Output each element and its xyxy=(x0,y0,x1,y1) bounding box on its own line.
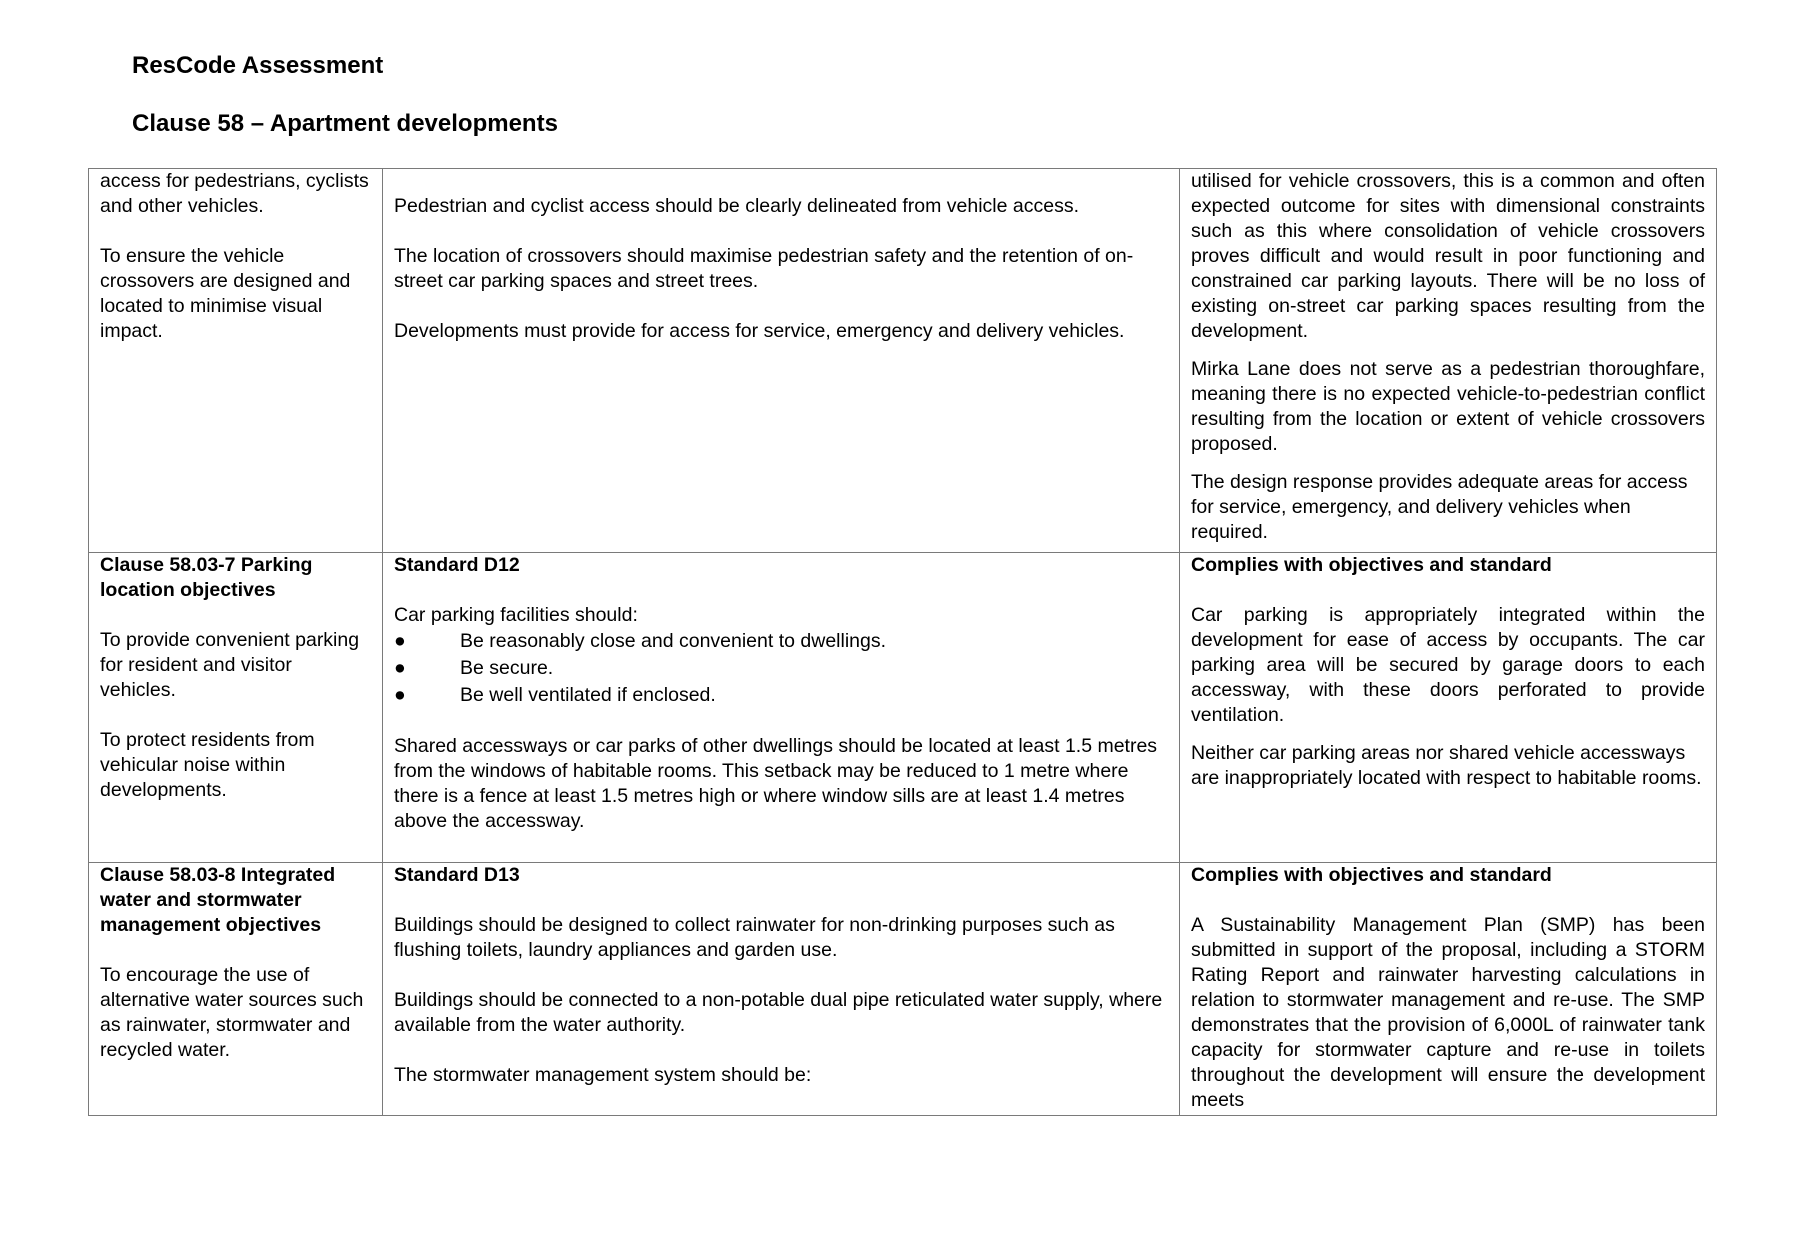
standard-cell xyxy=(383,553,1180,863)
bullet-icon: ● xyxy=(394,684,406,706)
bullet-list xyxy=(394,628,1168,709)
standard-text: Shared accessways or car parks of other dwellings should be located at least 1.5 metres from the windows of habitable rooms. This setback may be reduced to 1 metre where there is a fence at least 1.5 metres high or where window sills are at least 1.4 metres above the accessway. xyxy=(394,735,1158,832)
objective-cell xyxy=(89,169,383,553)
objective-text: To provide convenient parking for resident and visitor vehicles. xyxy=(100,629,360,701)
bullet-icon: ● xyxy=(394,630,406,652)
response-cell xyxy=(1180,169,1717,553)
response-text: The design response provides adequate areas for access for service, emergency, and delivery vehicles when required. xyxy=(1191,471,1688,543)
standard-text: Buildings should be connected to a non-potable dual pipe reticulated water supply, where available from the water authority. xyxy=(394,989,1163,1036)
response-cell xyxy=(1180,553,1717,863)
assessment-table xyxy=(88,168,1717,1116)
clause-heading: Clause 58.03-7 Parking location objectives xyxy=(100,554,313,601)
standard-heading: Standard D12 xyxy=(394,554,520,576)
response-text: A Sustainability Management Plan (SMP) has been submitted in support of the proposal, including a STORM Rating Report and rainwater harvesting calculations in relation to stormwater management and re-use. The SMP demonstrates that the provision of 6,000L of rainwater tank capacity for stormwater capture and re-use in toilets throughout the development will ensure the development meets xyxy=(1191,914,1705,1111)
response-text: Car parking is appropriately integrated within the development for ease of access by occupants. The car parking area will be secured by garage doors to each accessway, with these doors perforated to provide ventilation. xyxy=(1191,604,1705,726)
objective-text: To protect residents from vehicular noise within developments. xyxy=(100,729,315,801)
objective-text: access for pedestrians, cyclists and other vehicles. xyxy=(100,170,369,217)
bullet-text: Be reasonably close and convenient to dwellings. xyxy=(460,630,887,652)
page-title: ResCode Assessment xyxy=(132,52,384,79)
standard-intro: Car parking facilities should: xyxy=(394,604,638,626)
bullet-text: Be secure. xyxy=(460,657,554,679)
standard-heading: Standard D13 xyxy=(394,864,520,886)
assessment-heading: Complies with objectives and standard xyxy=(1191,554,1552,576)
bullet-item xyxy=(394,628,1168,655)
bullet-text: Be well ventilated if enclosed. xyxy=(460,684,716,706)
response-text: utilised for vehicle crossovers, this is a common and often expected outcome for sites with dimensional constraints such as this where consolidation of vehicle crossovers proves difficult and would result in poor functioning and constrained car parking layouts. There will be no loss of existing on-street car parking spaces resulting from the development. xyxy=(1191,170,1705,342)
standard-text: Developments must provide for access for service, emergency and delivery vehicles. xyxy=(394,320,1125,342)
objective-text: To encourage the use of alternative water sources such as rainwater, stormwater and recycled water. xyxy=(100,964,364,1061)
assessment-heading: Complies with objectives and standard xyxy=(1191,864,1552,886)
clause-heading: Clause 58.03-8 Integrated water and stormwater management objectives xyxy=(100,864,336,936)
page-subtitle: Clause 58 – Apartment developments xyxy=(132,110,558,137)
table-row xyxy=(89,169,1717,553)
response-cell xyxy=(1180,863,1717,1116)
standard-text: Pedestrian and cyclist access should be clearly delineated from vehicle access. xyxy=(394,195,1080,217)
table-row xyxy=(89,863,1717,1116)
bullet-item xyxy=(394,682,1168,709)
standard-text: The stormwater management system should be: xyxy=(394,1064,812,1086)
bullet-icon: ● xyxy=(394,657,406,679)
standard-cell xyxy=(383,169,1180,553)
objective-text: To ensure the vehicle crossovers are designed and located to minimise visual impact. xyxy=(100,245,351,342)
objective-cell xyxy=(89,553,383,863)
response-text: Neither car parking areas nor shared vehicle accessways are inappropriately located with respect to habitable rooms. xyxy=(1191,742,1702,789)
bullet-item xyxy=(394,655,1168,682)
table-row xyxy=(89,553,1717,863)
standard-text: Buildings should be designed to collect rainwater for non-drinking purposes such as flushing toilets, laundry appliances and garden use. xyxy=(394,914,1115,961)
objective-cell xyxy=(89,863,383,1116)
response-text: Mirka Lane does not serve as a pedestrian thoroughfare, meaning there is no expected vehicle-to-pedestrian conflict resulting from the location or extent of vehicle crossovers proposed. xyxy=(1191,358,1705,455)
standard-cell xyxy=(383,863,1180,1116)
standard-text: The location of crossovers should maximise pedestrian safety and the retention of on-street car parking spaces and street trees. xyxy=(394,245,1134,292)
